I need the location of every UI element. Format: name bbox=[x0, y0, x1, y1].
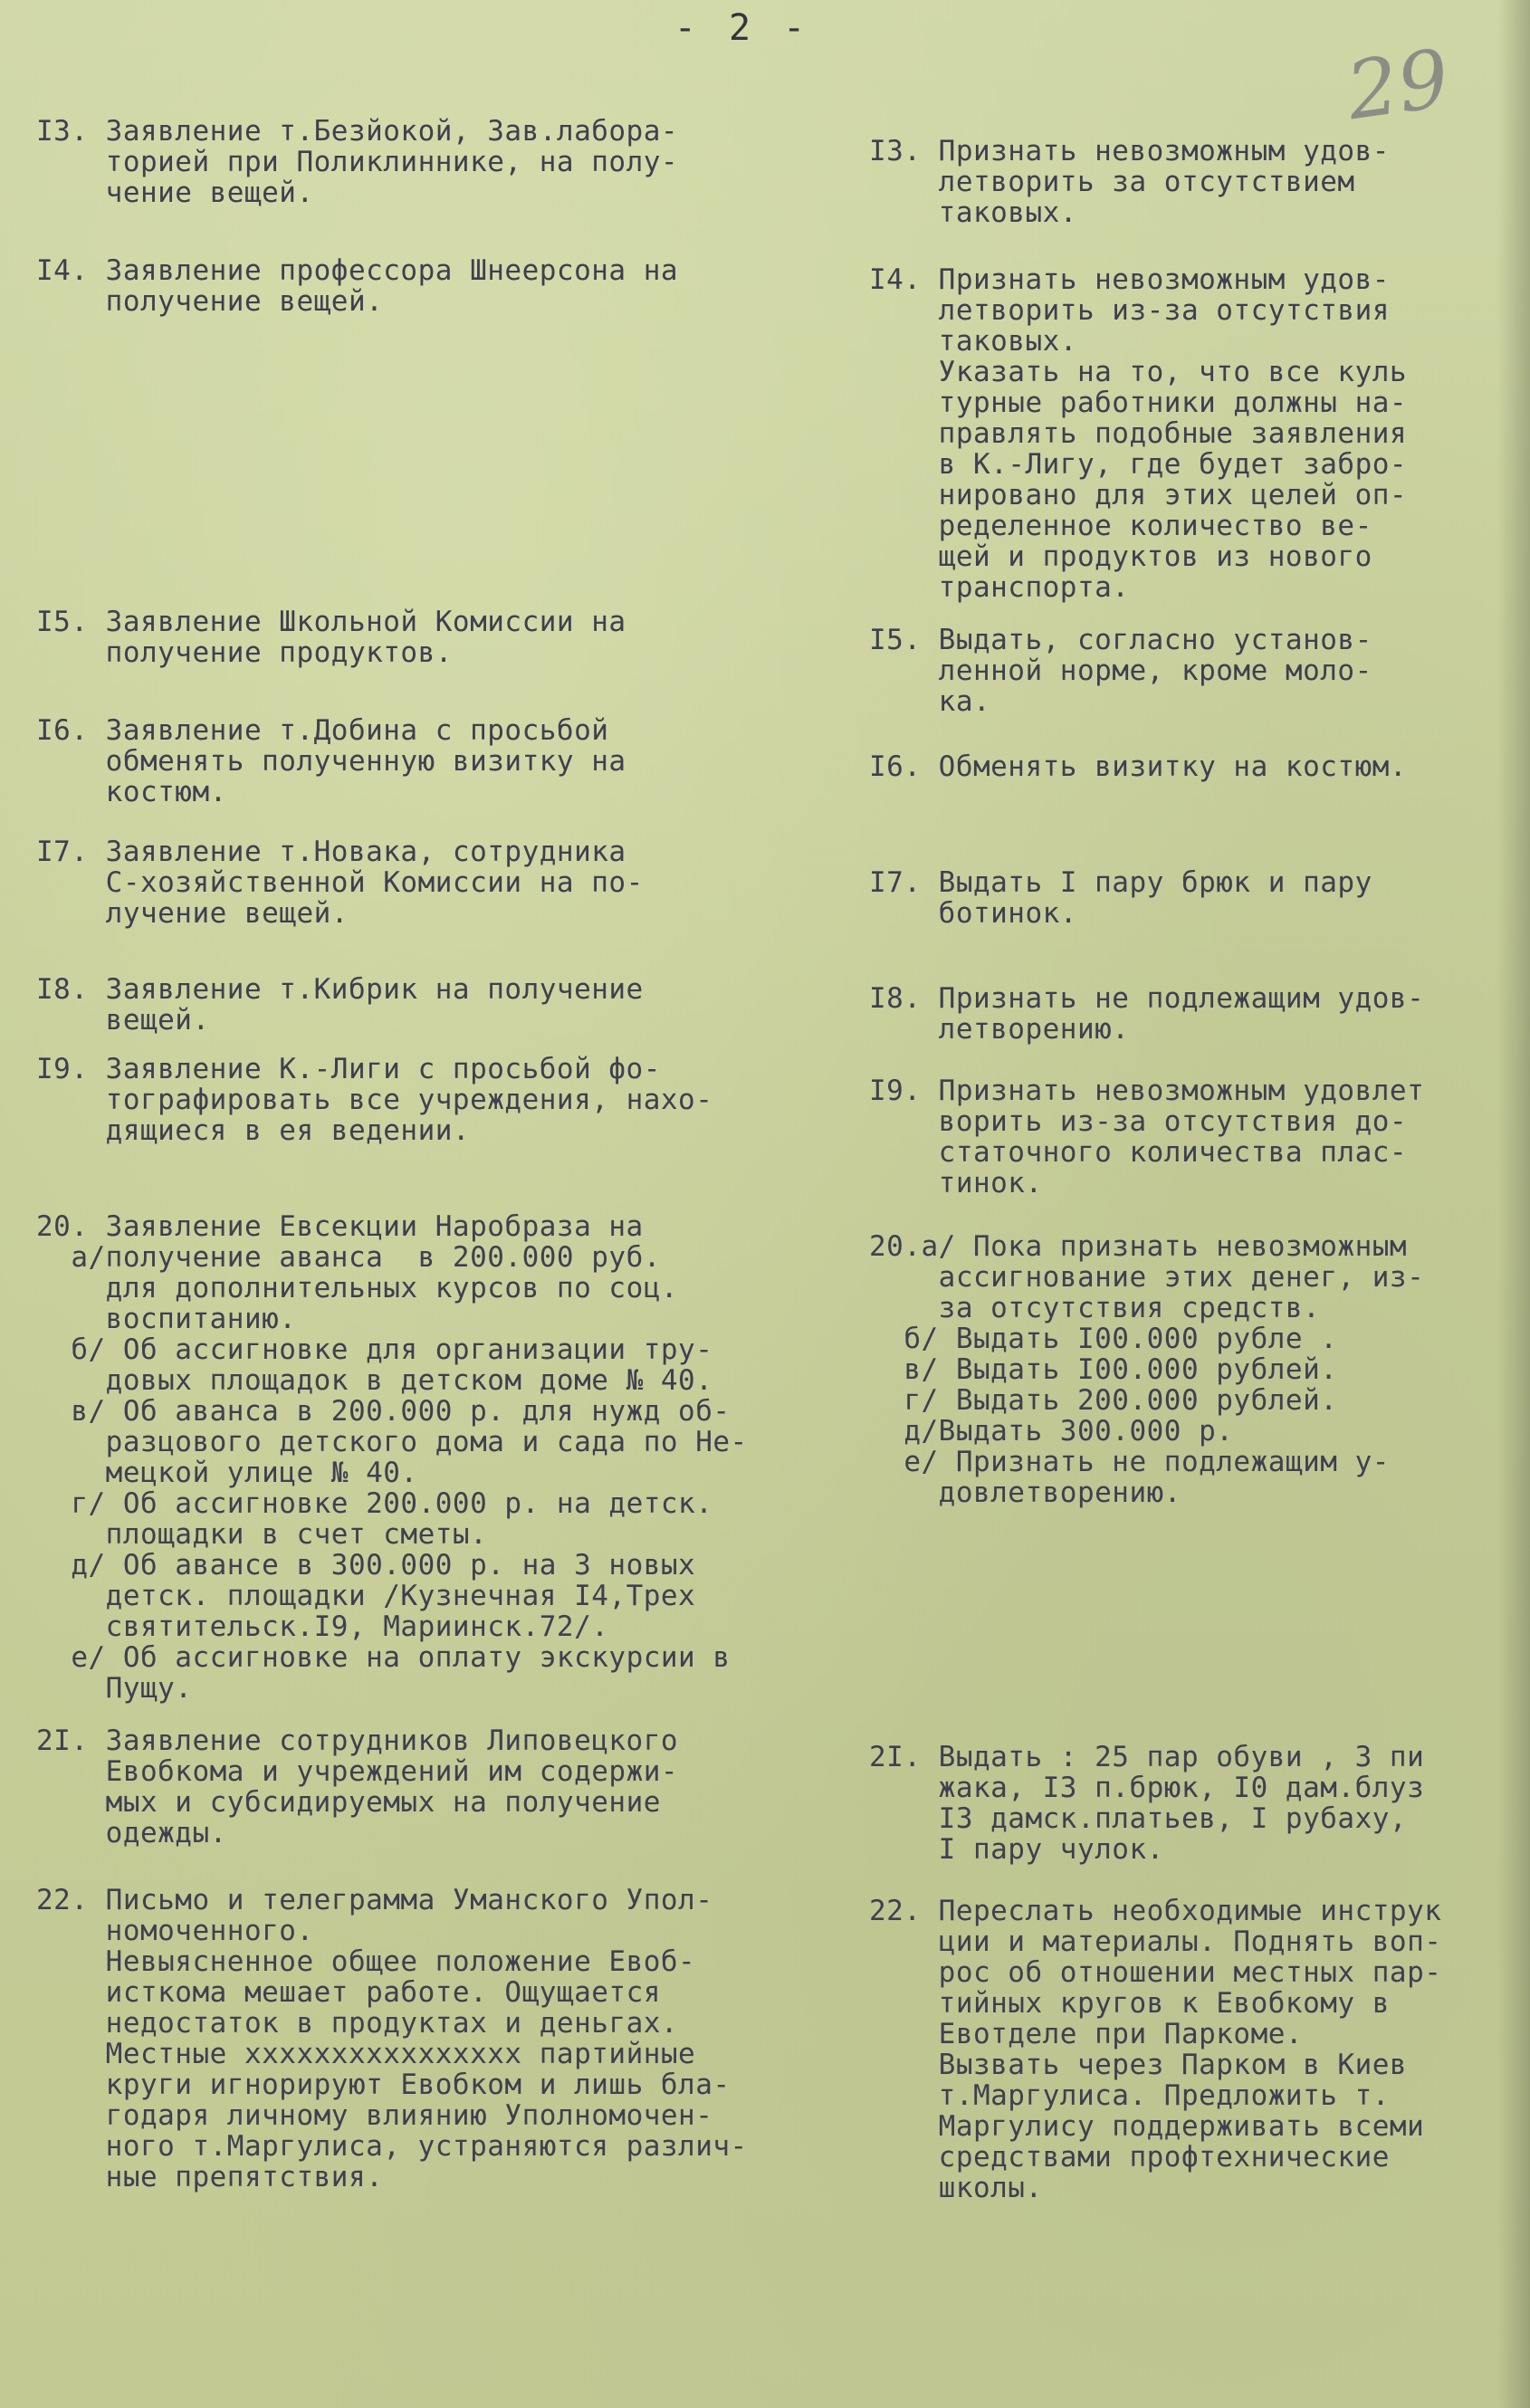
item-13-request: I3. Заявление т.Безйокой, Зав.лабора- торией при Поликлиннике, на полу- чение вещей. bbox=[36, 115, 679, 209]
item-20-decision: 20.а/ Пока признать невозможным ассигнование этих денег, из- за отсутствия средств. б/ Выдать I00.000 рубле . в/ Выдать I00.000 рублей. г/ Выдать 200.000 рублей. д/Выдать 300.000 р. е/ Признать не подлежащим у- довлетворению. bbox=[869, 1230, 1425, 1509]
archive-page-number-handwritten: 29 bbox=[1341, 31, 1455, 139]
item-15-decision: I5. Выдать, согласно установ- ленной норме, кроме моло- ка. bbox=[869, 624, 1372, 718]
page-number: - 2 - bbox=[674, 7, 811, 49]
item-13-decision: I3. Признать невозможным удов- летворить за отсутствием таковых. bbox=[869, 135, 1390, 229]
item-14-request: I4. Заявление профессора Шнеерсона на получение вещей. bbox=[36, 254, 679, 318]
item-19-decision: I9. Признать невозможным удовлет ворить из-за отсутствия до- статочного количества плас- тинок. bbox=[869, 1075, 1425, 1199]
item-19-request: I9. Заявление К.-Лиги с просьбой фо- тографировать все учреждения, нахо- дящиеся в ея ведении. bbox=[36, 1053, 713, 1147]
item-18-request: I8. Заявление т.Кибрик на получение вещей. bbox=[36, 973, 644, 1037]
item-14-decision: I4. Признать невозможным удов- летворить из-за отсутствия таковых. Указать на то, что все куль турные работники должны на- правлять подобные заявления в К.-Лигу, где будет забро- нировано для этих целей оп- ределенное количество ве- щей и продуктов из нового транспорта. bbox=[869, 263, 1408, 604]
item-22-request: 22. Письмо и телеграмма Уманского Упол- номоченного. Невыясненное общее положение Евоб- исткома мешает работе. Ощущается недостаток в продуктах и деньгах. Местные xxxxxxxxxxxxxxxx партийные круги игнорируют Евобком и лишь бла- годаря личному влиянию Уполномочен- ного т.Маргулиса, устраняются различ- ные препятствия. bbox=[36, 1884, 748, 2193]
item-22-decision: 22. Переслать необходимые инструк ции и материалы. Поднять воп- рос об отношении местных пар- тийных кругов к Евобкому в Евотделе при Паркоме. Вызвать через Парком в Киев т.Маргулиса. Предложить т. Маргулису поддерживать всеми средствами профтехнические школы. bbox=[869, 1895, 1442, 2204]
item-17-decision: I7. Выдать I пару брюк и пару ботинок. bbox=[869, 866, 1372, 930]
item-17-request: I7. Заявление т.Новака, сотрудника С-хозяйственной Комиссии на по- лучение вещей. bbox=[36, 836, 644, 930]
item-16-request: I6. Заявление т.Добина с просьбой обменять полученную визитку на костюм. bbox=[36, 714, 626, 808]
item-21-decision: 2I. Выдать : 25 пар обуви , 3 пи жака, I3 п.брюк, I0 дам.блуз I3 дамск.платьев, I рубаху, I пару чулок. bbox=[869, 1741, 1425, 1866]
item-20-request: 20. Заявление Евсекции Наробраза на а/получение аванса в 200.000 руб. для дополнительных курсов по соц. воспитанию. б/ Об ассигновке для организации тру- довых площадок в детском доме № 40. в/ Об аванса в 200.000 р. для нужд об- разцового детского дома и сада по Не- мецкой улице № 40. г/ Об ассигновке 200.000 р. на детск. площадки в счет сметы. д/ Об авансе в 300.000 р. на 3 новых детск. площадки /Кузнечная I4,Трех святительск.I9, Мариинск.72/. е/ Об ассигновке на оплату экскурсии в Пущу. bbox=[36, 1210, 748, 1705]
item-16-decision: I6. Обменять визитку на костюм. bbox=[869, 750, 1408, 783]
item-15-request: I5. Заявление Школьной Комиссии на получение продуктов. bbox=[36, 606, 626, 669]
item-18-decision: I8. Признать не подлежащим удов- летворению. bbox=[869, 982, 1425, 1046]
item-21-request: 2I. Заявление сотрудников Липовецкого Евобкома и учреждений им содержи- мых и субсидируемых на получение одежды. bbox=[36, 1725, 679, 1849]
